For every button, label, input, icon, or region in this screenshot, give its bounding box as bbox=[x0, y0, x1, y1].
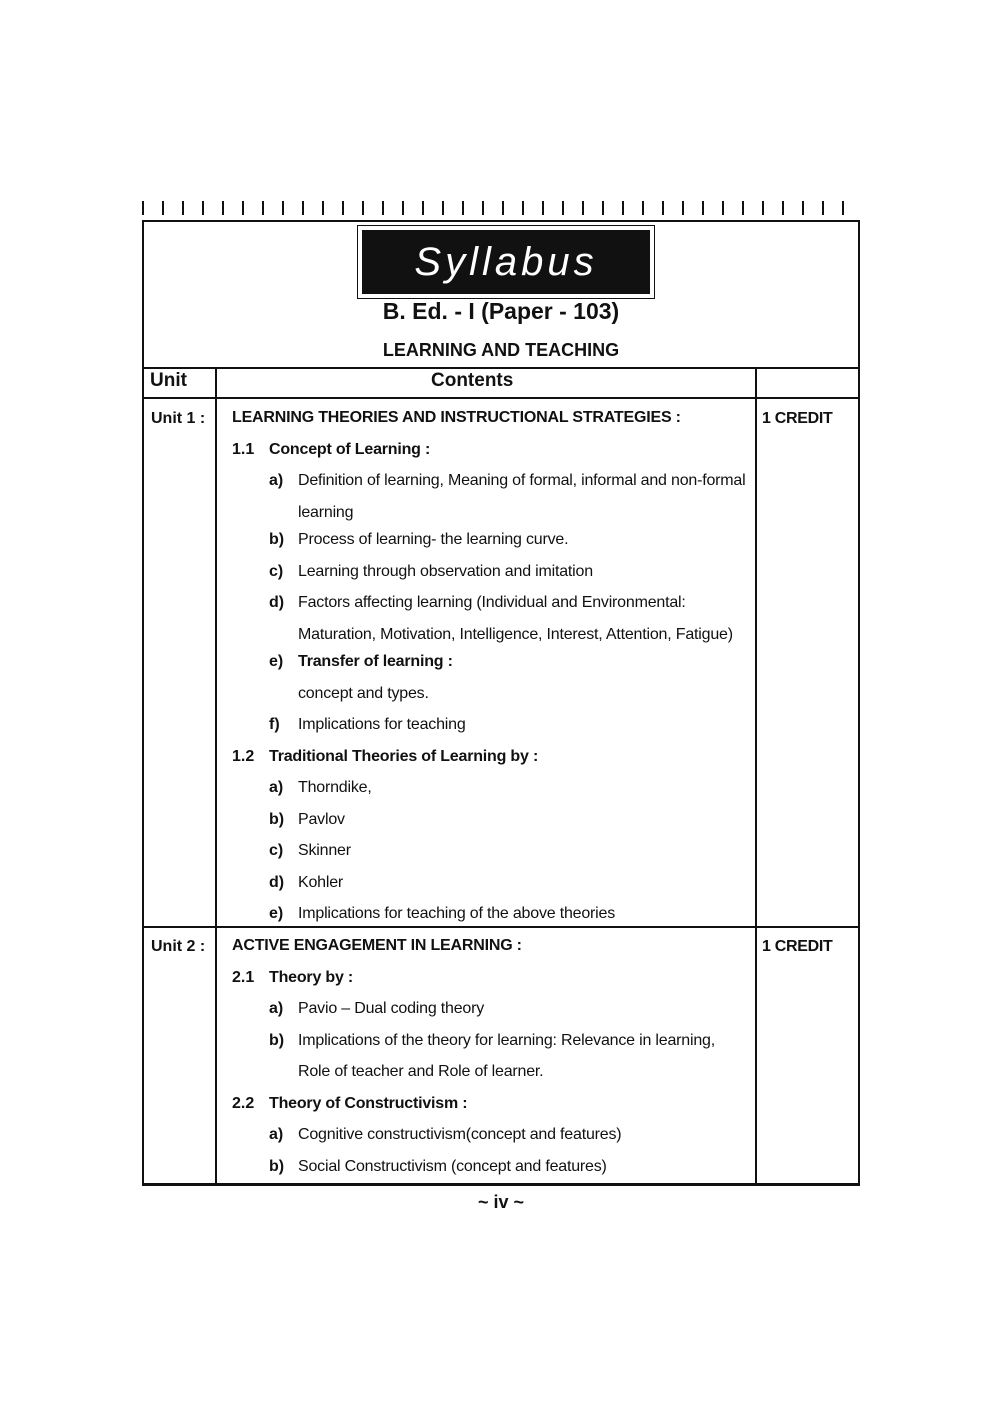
tick-mark bbox=[222, 201, 224, 215]
tick-mark bbox=[302, 201, 304, 215]
tick-mark bbox=[762, 201, 764, 215]
content-line bbox=[0, 1058, 993, 1086]
tick-mark bbox=[562, 201, 564, 215]
item-marker: b) bbox=[269, 810, 285, 828]
item-marker: b) bbox=[269, 531, 285, 548]
content-line bbox=[0, 648, 993, 676]
tick-mark bbox=[842, 201, 844, 215]
banner-title: Syllabus bbox=[362, 230, 650, 294]
content-line bbox=[0, 467, 993, 495]
tick-mark bbox=[662, 201, 664, 215]
item-marker: c) bbox=[269, 842, 284, 859]
tick-mark bbox=[802, 201, 804, 215]
tick-mark bbox=[322, 201, 324, 215]
item-text: Pavlov bbox=[298, 810, 345, 828]
tick-mark bbox=[362, 201, 364, 215]
item-text: Implications for teaching bbox=[298, 716, 466, 733]
tick-mark bbox=[182, 201, 184, 215]
tick-mark bbox=[402, 201, 404, 215]
tick-mark bbox=[242, 201, 244, 215]
content-line bbox=[0, 1090, 993, 1118]
content-line bbox=[0, 774, 993, 802]
tick-mark bbox=[642, 201, 644, 215]
content-line bbox=[0, 526, 993, 554]
item-text: Definition of learning, Meaning of formal, informal and non-formal bbox=[298, 472, 746, 489]
subject-title: LEARNING AND TEACHING bbox=[382, 340, 620, 360]
unit-1-label: Unit 1 : bbox=[151, 410, 206, 427]
section-title: Theory by : bbox=[269, 968, 354, 986]
item-marker: a) bbox=[269, 1126, 284, 1143]
tick-mark bbox=[462, 201, 464, 215]
item-text: Transfer of learning : bbox=[298, 653, 453, 670]
tick-mark bbox=[722, 201, 724, 215]
page-number: ~ iv ~ bbox=[477, 1192, 525, 1212]
content-line bbox=[0, 806, 993, 834]
table-top-rule bbox=[142, 367, 860, 369]
content-line bbox=[0, 589, 993, 617]
content-line bbox=[0, 932, 993, 960]
tick-mark bbox=[622, 201, 624, 215]
item-continuation: Role of teacher and Role of learner. bbox=[298, 1063, 544, 1080]
tick-mark bbox=[502, 201, 504, 215]
item-continuation: Maturation, Motivation, Intelligence, Interest, Attention, Fatigue) bbox=[298, 625, 733, 643]
content-line bbox=[0, 436, 993, 464]
tick-ruler bbox=[142, 201, 860, 217]
item-text: Factors affecting learning (Individual and Environmental: bbox=[298, 594, 686, 611]
section-number: 2.2 bbox=[232, 1094, 255, 1112]
content-line bbox=[0, 995, 993, 1023]
item-text: Implications for teaching of the above theories bbox=[298, 905, 616, 922]
item-marker: e) bbox=[269, 653, 284, 670]
unit-heading: LEARNING THEORIES AND INSTRUCTIONAL STRATEGIES : bbox=[232, 409, 681, 426]
item-text: Skinner bbox=[298, 842, 351, 859]
content-line bbox=[0, 1121, 993, 1149]
item-marker: a) bbox=[269, 1000, 284, 1017]
tick-mark bbox=[702, 201, 704, 215]
header-bottom-rule bbox=[142, 397, 860, 399]
tick-mark bbox=[282, 201, 284, 215]
tick-mark bbox=[602, 201, 604, 215]
content-line bbox=[0, 1153, 993, 1181]
item-marker: b) bbox=[269, 1157, 285, 1175]
content-line bbox=[0, 869, 993, 897]
tick-mark bbox=[162, 201, 164, 215]
unit-2-credit: 1 CREDIT bbox=[762, 938, 833, 955]
item-text: Kohler bbox=[298, 873, 344, 891]
item-text: Process of learning- the learning curve. bbox=[298, 531, 569, 548]
content-line bbox=[0, 680, 993, 708]
section-number: 1.2 bbox=[232, 747, 255, 765]
item-marker: d) bbox=[269, 873, 285, 891]
tick-mark bbox=[262, 201, 264, 215]
content-line bbox=[0, 900, 993, 928]
tick-mark bbox=[202, 201, 204, 215]
item-continuation: concept and types. bbox=[298, 684, 429, 702]
content-line bbox=[0, 964, 993, 992]
section-title: Theory of Constructivism : bbox=[269, 1094, 468, 1112]
content-line bbox=[0, 711, 993, 739]
item-text: Thorndike, bbox=[298, 779, 372, 796]
item-text: Pavio – Dual coding theory bbox=[298, 1000, 485, 1017]
syllabus-banner bbox=[357, 225, 655, 299]
item-text: Implications of the theory for learning: Relevance in learning, bbox=[298, 1031, 715, 1049]
tick-mark bbox=[142, 201, 144, 215]
content-line bbox=[0, 404, 993, 432]
tick-mark bbox=[742, 201, 744, 215]
section-number: 1.1 bbox=[232, 440, 255, 458]
tick-mark bbox=[542, 201, 544, 215]
item-marker: c) bbox=[269, 562, 284, 580]
section-title: Concept of Learning : bbox=[269, 440, 431, 458]
item-text: Cognitive constructivism(concept and features) bbox=[298, 1126, 622, 1143]
tick-mark bbox=[442, 201, 444, 215]
item-marker: a) bbox=[269, 779, 284, 796]
content-line bbox=[0, 837, 993, 865]
tick-mark bbox=[342, 201, 344, 215]
item-continuation: learning bbox=[298, 503, 354, 521]
tick-mark bbox=[422, 201, 424, 215]
item-text: Social Constructivism (concept and features) bbox=[298, 1157, 607, 1175]
section-number: 2.1 bbox=[232, 968, 255, 986]
tick-mark bbox=[382, 201, 384, 215]
paper-title: B. Ed. - I (Paper - 103) bbox=[382, 298, 620, 324]
section-title: Traditional Theories of Learning by : bbox=[269, 747, 539, 765]
tick-mark bbox=[822, 201, 824, 215]
content-line bbox=[0, 499, 993, 527]
tick-mark bbox=[482, 201, 484, 215]
column-header-unit: Unit bbox=[150, 370, 187, 391]
tick-mark bbox=[682, 201, 684, 215]
tick-mark bbox=[522, 201, 524, 215]
content-line bbox=[0, 558, 993, 586]
unit-1-credit: 1 CREDIT bbox=[762, 410, 833, 427]
item-marker: d) bbox=[269, 594, 285, 611]
item-marker: f) bbox=[269, 716, 280, 733]
column-header-contents: Contents bbox=[431, 370, 514, 391]
content-line bbox=[0, 1027, 993, 1055]
tick-mark bbox=[782, 201, 784, 215]
content-line bbox=[0, 621, 993, 649]
tick-mark bbox=[582, 201, 584, 215]
item-marker: a) bbox=[269, 472, 284, 489]
item-marker: b) bbox=[269, 1031, 285, 1049]
content-line bbox=[0, 743, 993, 771]
unit-heading: ACTIVE ENGAGEMENT IN LEARNING : bbox=[232, 937, 522, 954]
item-text: Learning through observation and imitation bbox=[298, 562, 593, 580]
unit-2-label: Unit 2 : bbox=[151, 938, 206, 955]
item-marker: e) bbox=[269, 905, 284, 922]
